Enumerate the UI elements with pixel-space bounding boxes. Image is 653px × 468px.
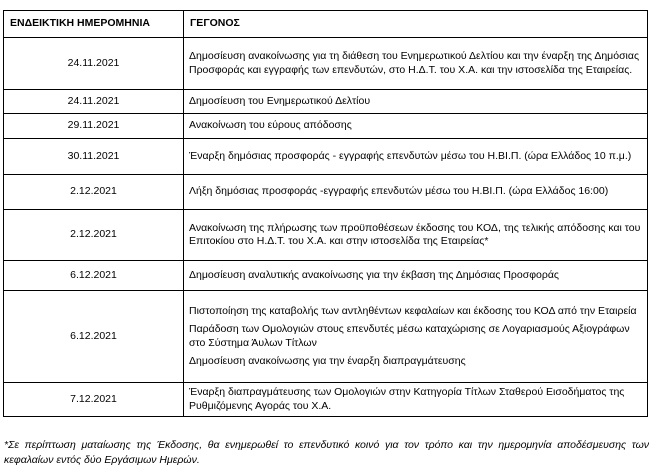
- table-row: [4, 38, 648, 90]
- event-cell: Λήξη δημόσιας προσφοράς -εγγραφής επενδυτών μέσω του Η.ΒΙ.Π. (ώρα Ελλάδος 16:00): [184, 175, 648, 210]
- event-cell: Δημοσίευση ανακοίνωσης για τη διάθεση του Ενημερωτικού Δελτίου και την έναρξη της Δημόσιας Προσφοράς και εγγραφής των επενδυτών, στο Η.Δ.Τ. του Χ.Α. και την ιστοσελίδα της Εταιρείας.: [184, 38, 648, 90]
- event-cell: Δημοσίευση αναλυτικής ανακοίνωσης για την έκβαση της Δημόσιας Προσφοράς: [184, 261, 648, 291]
- date-column-header: ΕΝΔΕΙΚΤΙΚΗ ΗΜΕΡΟΜΗΝΙΑ: [4, 11, 184, 38]
- event-cell: [184, 291, 648, 383]
- date-cell: 7.12.2021: [4, 383, 184, 417]
- event-cell: Έναρξη δημόσιας προσφοράς - εγγραφής επενδυτών μέσω του Η.ΒΙ.Π. (ώρα Ελλάδος 10 π.μ.): [184, 139, 648, 175]
- table-row: [4, 139, 648, 175]
- event-cell: Ανακοίνωση του εύρους απόδοσης: [184, 114, 648, 139]
- footnote: *Σε περίπτωση ματαίωσης της Έκδοσης, θα ενημερωθεί το επενδυτικό κοινό για τον τρόπο και την ημερομηνία αποδέσμευσης των κεφαλαίων εντός δύο Εργάσιμων Ημερών.: [4, 439, 649, 466]
- table-row: [4, 175, 648, 210]
- table-row: [4, 383, 648, 417]
- event-item: Δημοσίευση ανακοίνωσης για την έναρξη διαπραγμάτευσης: [189, 355, 466, 367]
- date-cell: 30.11.2021: [4, 139, 184, 175]
- event-cell: Δημοσίευση του Ενημερωτικού Δελτίου: [184, 90, 648, 114]
- date-cell: 2.12.2021: [4, 175, 184, 210]
- header-row: [4, 11, 648, 38]
- event-cell: Ανακοίνωση της πλήρωσης των προϋποθέσεων έκδοσης του ΚΟΔ, της τελικής απόδοσης και του Επιτοκίου στο Η.Δ.Τ. του Χ.Α. και στην ιστοσελίδα της Εταιρείας*: [184, 210, 648, 261]
- date-cell: 6.12.2021: [4, 291, 184, 383]
- event-cell: Έναρξη διαπραγμάτευσης των Ομολογιών στην Κατηγορία Τίτλων Σταθερού Εισοδήματος της Ρυθμιζόμενης Αγοράς του Χ.Α.: [184, 383, 648, 417]
- table-row: [4, 261, 648, 291]
- event-column-header: ΓΕΓΟΝΟΣ: [184, 11, 648, 38]
- event-item: Πιστοποίηση της καταβολής των αντληθέντων κεφαλαίων και έκδοσης του ΚΟΔ από την Εταιρεία: [189, 304, 637, 317]
- timetable: [3, 10, 648, 417]
- date-cell: 6.12.2021: [4, 261, 184, 291]
- table-row: [4, 90, 648, 114]
- table-row: [4, 210, 648, 261]
- table-row: [4, 291, 648, 383]
- table-row: [4, 114, 648, 139]
- event-item: Παράδοση των Ομολογιών στους επενδυτές μέσω καταχώρισης σε Λογαριασμούς Αξιογράφων στο Σύστημα Άυλων Τίτλων: [189, 323, 630, 349]
- date-cell: 24.11.2021: [4, 38, 184, 90]
- date-cell: 29.11.2021: [4, 114, 184, 139]
- date-cell: 2.12.2021: [4, 210, 184, 261]
- date-cell: 24.11.2021: [4, 90, 184, 114]
